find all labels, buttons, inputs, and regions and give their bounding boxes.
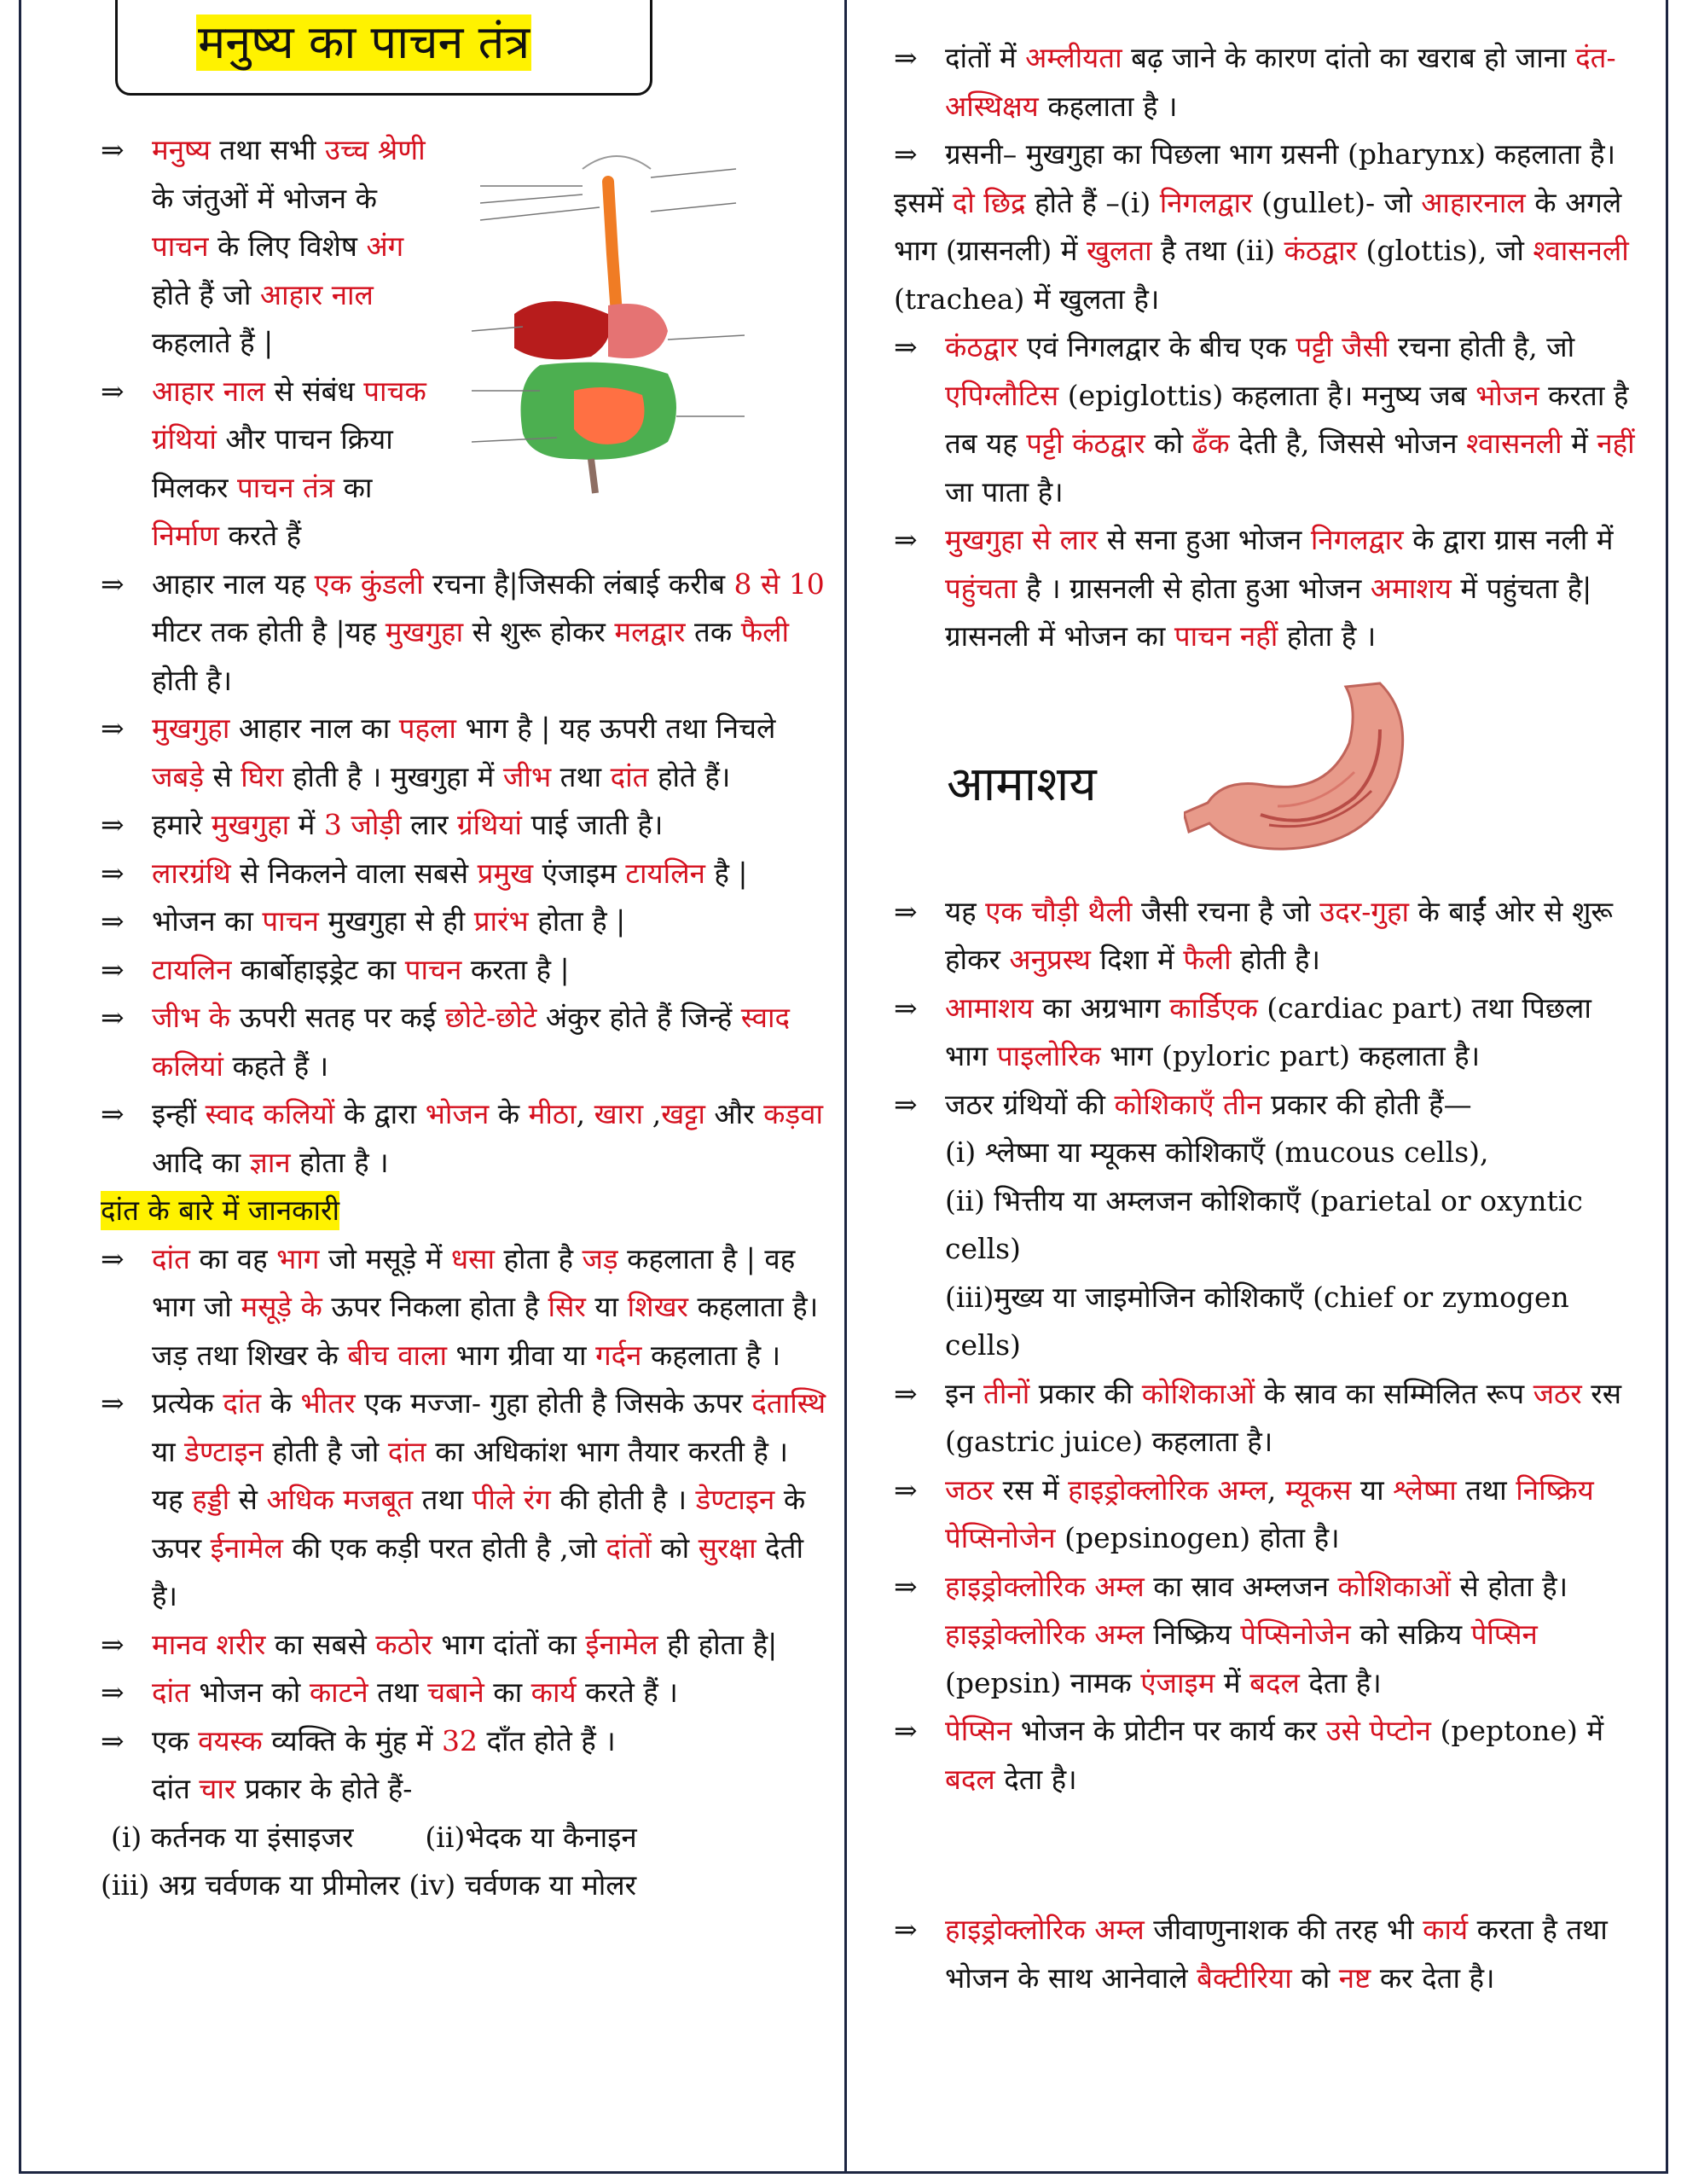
arrow-icon: ⇒ [894, 523, 918, 556]
column-divider [844, 0, 847, 2174]
stomach-illustration [1184, 678, 1440, 859]
para-stomach-shape: ⇒ यह एक चौड़ी थैली जैसी रचना है जो उदर-गुहा के बाईं ओर से शुरू होकर अनुप्रस्थ दिशा में फैली होती है। [894, 888, 1636, 985]
teeth-heading-row [101, 1187, 827, 1235]
arrow-icon: ⇒ [894, 894, 918, 928]
para-juice-contents: ⇒ जठर रस में हाइड्रोक्लोरिक अम्ल, म्यूकस या श्लेष्मा तथा निष्क्रिय पेप्सिनोजेन (pepsinogen) होता है। [894, 1467, 1636, 1563]
left-column [101, 0, 827, 1910]
arrow-icon: ⇒ [101, 1097, 125, 1130]
para-carbohydrate: ⇒ टायलिन कार्बोहाइड्रेट का पाचन करता है | [101, 946, 827, 995]
teeth-heading: दांत के बारे में जानकारी [101, 1191, 339, 1230]
arrow-icon: ⇒ [101, 566, 125, 601]
para-salivary: ⇒ हमारे मुखगुहा में 3 जोड़ी लार ग्रंथियां पाई जाती है। [101, 801, 827, 850]
teeth-types-line2: (iii) अग्र चर्वणक या प्रीमोलर (iv) चर्वणक या मोलर [101, 1868, 637, 1902]
arrow-icon: ⇒ [894, 1714, 918, 1747]
cell-type-2: (ii) भित्तीय या अम्लजन कोशिकाएँ (parietal or oxyntic cells) [945, 1183, 1583, 1265]
para-pharynx: ⇒ ग्रसनी– मुखगुहा का पिछला भाग ग्रसनी (pharynx) कहलाता है। [894, 131, 1636, 179]
arrow-icon: ⇒ [101, 1386, 125, 1420]
arrow-icon: ⇒ [101, 808, 125, 841]
arrow-icon: ⇒ [101, 1241, 125, 1275]
arrow-icon: ⇒ [894, 1087, 918, 1121]
para-teeth-types: दांत चार प्रकार के होते हैं- [152, 1772, 413, 1805]
para-taste: ⇒ इन्हीं स्वाद कलियों के द्वारा भोजन के मीठा, खारा ,खट्टा और कड़वा आदि का ज्ञान होता है । [101, 1090, 827, 1187]
para-enamel: ⇒ मानव शरीर का सबसे कठोर भाग दांतों का ईनामेल ही होता है| [101, 1621, 827, 1670]
para-length: ⇒ आहार नाल यह एक कुंडली रचना है|जिसकी लंबाई करीब 8 से 10 मीटर तक होती है |यह मुखगुहा से शुरू होकर मलद्वार तक फैली होती है। [101, 561, 827, 706]
stomach-heading: आमाशय [947, 756, 1097, 812]
para-pepsin: ⇒ पेप्सिन भोजन के प्रोटीन पर कार्य कर उसे पेप्टोन (peptone) में बदल देता है। [894, 1707, 1636, 1804]
para-teeth-count: ⇒ एक वयस्क व्यक्ति के मुंह में 32 दाँत होते हैं । [101, 1717, 827, 1766]
para-hcl: ⇒ हाइड्रोक्लोरिक अम्ल का स्राव अम्लजन कोशिकाओं से होता है। हाइड्रोक्लोरिक अम्ल निष्क्रिय पेप्सिनोजेन को सक्रिय पेप्सिन (pepsin) नामक एंजाइम में बदल देता है। [894, 1563, 1636, 1708]
arrow-icon: ⇒ [101, 133, 125, 166]
arrow-icon: ⇒ [101, 1627, 125, 1661]
para-openings: इसमें दो छिद्र होते हैं –(i) निगलद्वार (gullet)- जो आहारनाल के अगले भाग (ग्रासनली) में खुलता है तथा (ii) कंठद्वार (glottis), जो श्वासनली (trachea) में खुलता है। [894, 185, 1629, 316]
arrow-icon: ⇒ [894, 137, 918, 171]
para-ptyalin: ⇒ लारग्रंथि से निकलने वाला सबसे प्रमुख एंजाइम टायलिन है | [101, 850, 827, 898]
arrow-icon: ⇒ [894, 1913, 918, 1946]
arrow-icon: ⇒ [894, 41, 918, 74]
para-digestive-system: ⇒ आहार नाल से संबंध पाचक ग्रंथियां और पाचन क्रिया मिलकर पाचन तंत्र का निर्माण करते हैं [101, 368, 433, 561]
arrow-icon: ⇒ [101, 1676, 125, 1709]
cell-type-3: (iii)मुख्य या जाइमोजिन कोशिकाएँ (chief or zymogen cells) [945, 1280, 1569, 1362]
arrow-icon: ⇒ [894, 330, 918, 363]
arrow-icon: ⇒ [894, 1569, 918, 1603]
stomach-heading-area [894, 675, 1636, 888]
para-antibacterial: ⇒ हाइड्रोक्लोरिक अम्ल जीवाणुनाशक की तरह भी कार्य करता है तथा भोजन के साथ आनेवाले बैक्टीरिया को नष्ट कर देता है। [894, 1906, 1636, 2002]
arrow-icon: ⇒ [894, 990, 918, 1025]
arrow-icon: ⇒ [101, 856, 125, 890]
arrow-icon: ⇒ [101, 904, 125, 938]
para-teeth-function: ⇒ दांत भोजन को काटने तथा चबाने का कार्य करते हैं । [101, 1669, 827, 1717]
para-digestion-start: ⇒ भोजन का पाचन मुखगुहा से ही प्रारंभ होता है | [101, 897, 827, 946]
para-tooth-decay: ⇒ दांतों में अम्लीयता बढ़ जाने के कारण दांतो का खराब हो जाना दंत-अस्थिक्षय कहलाता है । [894, 34, 1636, 131]
teeth-types-line1: (i) कर्तनक या इंसाइजर (ii)भेदक या कैनाइन [111, 1820, 637, 1854]
para-epiglottis: ⇒ कंठद्वार एवं निगलद्वार के बीच एक पट्टी जैसी रचना होती है, जो एपिग्लौटिस (epiglottis) कहलाता है। मनुष्य जब भोजन करता है तब यह पट्टी कंठद्वार को ढँक देती है, जिससे भोजन श्वासनली में नहीं जा पाता है। [894, 323, 1636, 516]
arrow-icon: ⇒ [101, 952, 125, 986]
arrow-icon: ⇒ [894, 1376, 918, 1410]
para-tooth-parts: ⇒ दांत का वह भाग जो मसूड़े में धसा होता है जड़ कहलाता है | वह भाग जो मसूड़े के ऊपर निकला होता है सिर या शिखर कहलाता है। जड़ तथा शिखर के बीच वाला भाग ग्रीवा या गर्दन कहलाता है । [101, 1235, 827, 1380]
arrow-icon: ⇒ [101, 1723, 125, 1757]
para-stomach-parts: ⇒ आमाशय का अग्रभाग कार्डिएक (cardiac part) तथा पिछला भाग पाइलोरिक भाग (pyloric part) कहलाता है। [894, 985, 1636, 1081]
para-gastric-juice: ⇒ इन तीनों प्रकार की कोशिकाओं के स्राव का सम्मिलित रूप जठर रस (gastric juice) कहलाता है। [894, 1370, 1636, 1467]
para-mouth: ⇒ मुखगुहा आहार नाल का पहला भाग है | यह ऊपरी तथा निचले जबड़े से घिरा होती है । मुखगुहा में जीभ तथा दांत होते हैं। [101, 705, 827, 801]
cell-type-1: (i) श्लेष्मा या म्यूकस कोशिकाएँ (mucous cells), [945, 1136, 1489, 1169]
arrow-icon: ⇒ [894, 1472, 918, 1507]
arrow-icon: ⇒ [101, 1001, 125, 1034]
arrow-icon: ⇒ [101, 712, 125, 745]
right-column [894, 0, 1636, 2002]
para-alimentary-canal: ⇒ मनुष्य तथा सभी उच्च श्रेणी के जंतुओं में भोजन के पाचन के लिए विशेष अंग होते हैं जो आहार नाल कहलाते हैं | [101, 126, 442, 368]
para-gastric-cells: ⇒ जठर ग्रंथियों की कोशिकाएँ तीन प्रकार की होती हैं— (i) श्लेष्मा या म्यूकस कोशिकाएँ (mucous cells), (ii) भित्तीय या अम्लजन कोशिकाएँ (parietal or oxyntic cells) (iii)मुख्य या जाइमोजिन कोशिकाएँ (chief or zymogen cells) [894, 1081, 1636, 1370]
arrow-icon: ⇒ [101, 374, 125, 408]
page-title: मनुष्य का पाचन तंत्र [198, 15, 530, 69]
digestive-system-diagram [455, 135, 762, 502]
para-tongue: ⇒ जीभ के ऊपरी सतह पर कई छोटे-छोटे अंकुर होते हैं जिन्हें स्वाद कलियां कहते हैं । [101, 994, 827, 1090]
para-swallow: ⇒ मुखगुहा से लार से सना हुआ भोजन निगलद्वार के द्वारा ग्रास नली में पहुंचता है । ग्रासनली से होता हुआ भोजन अमाशय में पहुंचता है|ग्रासनली में भोजन का पाचन नहीं होता है । [894, 516, 1636, 661]
para-dentine: ⇒ प्रत्येक दांत के भीतर एक मज्जा- गुहा होती है जिसके ऊपर दंतास्थि या डेण्टाइन होती है जो दांत का अधिकांश भाग तैयार करती है । यह हड्डी से अधिक मजबूत तथा पीले रंग की होती है । डेण्टाइन के ऊपर ईनामेल की एक कड़ी परत होती है ,जो दांतों को सुरक्षा देती है। [101, 1380, 827, 1621]
